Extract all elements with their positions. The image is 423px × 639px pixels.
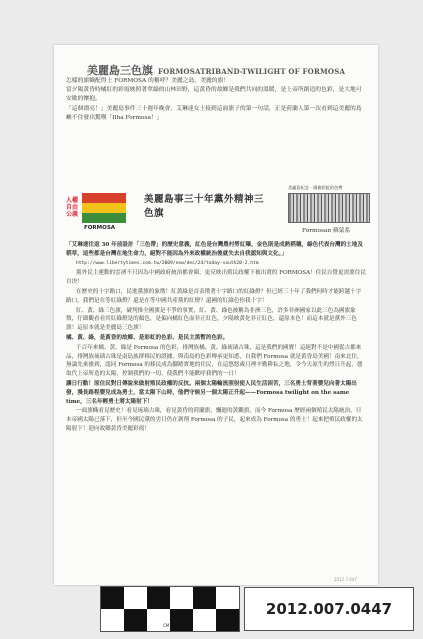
bead-pattern-image: [288, 193, 370, 223]
flag-stripe-yellow: [82, 203, 126, 213]
scale-square: [216, 609, 239, 631]
scale-square: [216, 587, 239, 609]
scale-square: [101, 609, 124, 631]
scale-square: [170, 587, 193, 609]
scale-square: [193, 587, 216, 609]
flag-stripe-red: [82, 193, 126, 203]
body-paragraph: 紅、黃、綠三色旗，破判推全國旗是不爭的事實，紅、黃、綠也被稱為非洲三色，許多非洲國家以此三色為國旗象徵，仔細觀看看其紅綠燈是的顏色，是偏向橘紅色而非正紅色，夕陽映黃化非正紅色，還原本色！而這本就是黨外三色旗！這原本就是美麗島三色旗！: [66, 307, 357, 332]
logo-text: 人權自由公義: [66, 197, 79, 218]
body-text: [66, 241, 366, 435]
accession-number-label: 2012.007.0447: [244, 587, 414, 631]
flag-stripe-green: [82, 213, 126, 223]
flag-label: FORMOSA: [84, 225, 116, 231]
intro-text: [66, 77, 366, 123]
author: Formosan 蘇蒙系: [302, 228, 351, 234]
tricolor-flag-image: [82, 193, 126, 223]
body-paragraph: 讓日行動！原住民對日傳說來做射殖民政權的反抗。兩個太陽輪流照射使人民生活困苦，三名勇士背著嬰兒向著太陽出發，漫長路程嬰兒成為勇士，當太陽下山時，他們守候另一個太陽正升起——Formosa twilight on the same time，三名年輕勇士將太陽射下！: [66, 380, 357, 405]
headline: 美麗島事三十年黨外精神三色旗: [144, 194, 265, 219]
body-paragraph: 在歷史的十字路口，民進黨旗的象徵！紅黃綠是首表徵著十字路口的紅綠燈？但已經三十年了我們何時才能跨越十字路口，我們是在等紅綠燈？還是在等中國共產黨的紅燈？還國的紅綠色你我十字！: [66, 288, 362, 304]
scale-square: [193, 609, 216, 631]
scale-square: [170, 609, 193, 631]
title-en: FORMOSATRIBAND-TWILIGHT OF FORMOSA: [157, 67, 346, 76]
body-paragraph: 黨外民主運動的雲湧不只因為中國政府統治都會圈，更反映出殖民政權下被出賣的 FORMOSA！住民自覺更需要住民自決！: [66, 270, 366, 286]
document-page: [54, 45, 378, 585]
intro-paragraph: 當夕陽黃昏時橘紅的彩霞映照著翠綠的山林田野，這黃昏的故鄉是我們共同的溫暖，是上帝所創造的色彩，是大地可安歇的懷抱。: [66, 87, 362, 103]
scale-unit-label: CM: [163, 623, 170, 628]
body-paragraph: 千百年來橘、黃、綠是 Formosa 的色彩，排灣族橘、黃、綠琉璃古珠，這是我們的國寶！這絕對不是中國從古都來品，排灣族琉璃古珠是南島族群移民的證據，與南島的色彩傳承更知悉，自我們 Formosa 就是黃昏島美國！南來北往，無論先來後到，認同 Formosa 的移民成為腳踏實地的住民，在這悠悠歲月裡辛勤耕耘之地，令今天原生的烈日升起，憩取代上帝所造的太陽，控制我們的一切，使我們不能歡呼我們的一日！: [66, 344, 363, 378]
title-zh: 美麗島三色旗: [86, 64, 153, 77]
intro-paragraph: 怎樣的旗幟配得上 FORMOSA 的稱呼？美麗之島，美麗的旗！: [66, 78, 230, 84]
scale-square: [147, 587, 170, 609]
scale-square: [124, 609, 147, 631]
source-link: http://www.libertytimes.com.tw/2009/new/dec/24/today-south20-2.htm: [76, 260, 259, 266]
body-paragraph: 「艾琳達往返 30 年前設計「三色帶」的歷史意義，紅色是台灣農村勞紅曝，金色則是成熟稻穗，綠色代表台灣的土地及稻草，這些都是台灣在地生命力，絕對不能因為外來政權統治後就失去自我認知與文化。」: [66, 242, 363, 257]
banner: [66, 185, 366, 237]
body-paragraph: 橘、黃、綠，是黃昏的故鄉、是彩虹的色彩、是民主黑暫的色彩。: [66, 334, 229, 341]
pencil-note: 2012.7.447: [334, 577, 357, 582]
scale-square: [101, 587, 124, 609]
intro-paragraph: 「這個漂亮！」美麗島事件三十週年晚會，艾琳達女士接到這面旗子的第一句話，正是荷蘭人第一次看到這美麗的島嶼不住發出驚嘆「Ilha Formosa！」: [66, 105, 362, 121]
document-title: [54, 59, 378, 78]
body-paragraph: 一面旗幟看見歷史！看見琉璃古珠，看見黃昏的荷蘭旗，飄逝的黃觀旗，而今 Formosa 歷經兩個殖民太陽統治，日本帝國太陽已落下，但至今國民黨的劣日仍在剝削 Formosa 的子民，起來成為 Formosa 的勇士！起來把殖民政權的太陽射下！迎向故鄉黃昏美麗彩霞！: [66, 408, 363, 432]
stamp-caption: 美麗島紀念‧國旗彩虹的色帶: [288, 185, 343, 190]
color-scale-bar: [100, 586, 240, 632]
scale-square: [124, 587, 147, 609]
